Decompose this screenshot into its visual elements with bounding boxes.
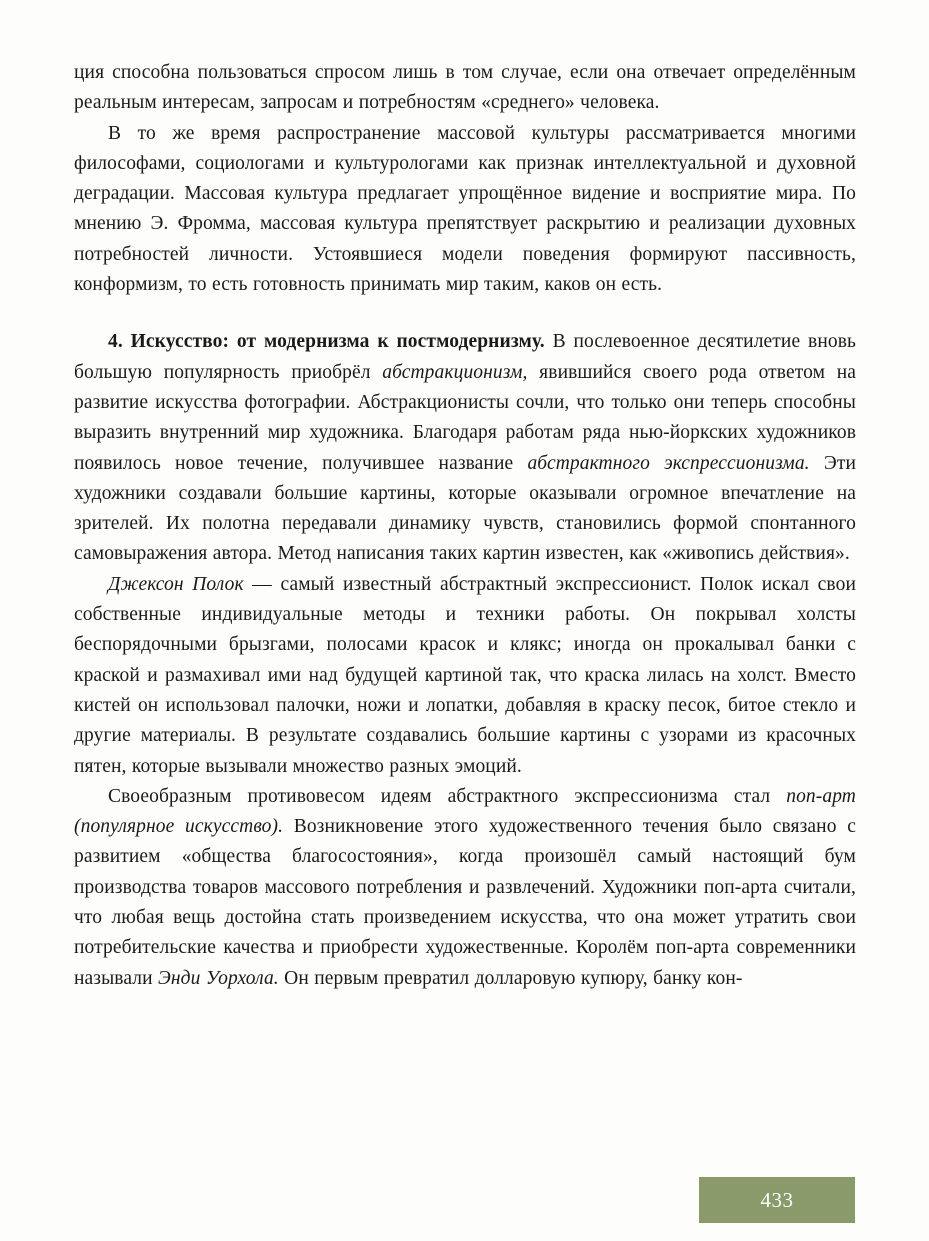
page-text-body xyxy=(74,58,856,994)
text-run: Энди Уорхола. xyxy=(158,967,279,989)
text-run: 4. Искусство: от модернизма к постмодернизму. xyxy=(108,331,545,353)
page-number: 433 xyxy=(760,1187,794,1212)
paragraph xyxy=(74,570,856,782)
text-run: Своеобразным противовесом идеям абстрактного экспрессионизма стал xyxy=(108,785,787,807)
paragraph xyxy=(74,58,856,119)
text-run: В послевоенное десятилетие вновь большую популярность приобрёл xyxy=(74,331,857,383)
text-run: В то же время распространение массовой культуры рассматривается многими философами, социологами и культурологами как признак интеллектуальной и духовной деградации. Массовая культура предлагает упрощённое видение и восприятие мира. По мнению Э. Фромма, массовая культура препятствует раскрытию и реализации духовных потребностей личности. Устоявшиеся модели поведения формируют пассивность, конформизм, то есть готовность принимать мир таким, каков он есть. xyxy=(74,122,856,296)
text-run: Он первым превратил долларовую купюру, банку кон- xyxy=(278,967,743,989)
paragraph xyxy=(74,327,856,569)
text-run: Эти художники создавали большие картины, которые оказывали огромное впечатление на зрителей. Их полотна передавали динамику чувств, становились формой спонтанного самовыражения автора. Метод написания таких картин известен, как «живопись действия». xyxy=(74,452,856,565)
text-run: абстракционизм, xyxy=(382,361,528,383)
text-run: ция способна пользоваться спросом лишь в том случае, если она отвечает определённым реальным интересам, запросам и потребностям «среднего» человека. xyxy=(74,62,856,114)
page-number-badge xyxy=(699,1177,855,1223)
paragraph xyxy=(74,782,856,994)
text-run: поп-арт (популярное искусство). xyxy=(74,785,856,838)
text-run: явившийся своего рода ответом на развитие искусства фотографии. Абстракционисты сочли, что только они теперь способны выразить внутренний мир художника. Благодаря работам ряда нью-йоркских художников появилось новое течение, получившее название xyxy=(74,361,856,474)
paragraph xyxy=(74,119,856,301)
text-run: Джексон Полок xyxy=(108,573,244,595)
text-run: Возникновение этого художественного течения было связано с развитием «общества благосостояния», когда произошёл самый настоящий бум производства товаров массового потребления и развлечений. Художники поп-арта считали, что любая вещь достойна стать произведением искусства, что она может утратить свои потребительские качества и приобрести художественные. Королём поп-арта современники называли xyxy=(74,816,856,989)
text-run: — самый известный абстрактный экспрессионист. Полок искал свои собственные индивидуальные методы и техники работы. Он покрывал холсты беспорядочными брызгами, полосами красок и клякс; иногда он прокалывал банки с краской и размахивал ими над будущей картиной так, что краска лилась на холст. Вместо кистей он использовал палочки, ножи и лопатки, добавляя в краску песок, битое стекло и другие материалы. В результате создавались большие картины с узорами из красочных пятен, которые вызывали множество разных эмоций. xyxy=(74,573,856,777)
text-run: абстрактного экспрессионизма. xyxy=(527,452,810,474)
